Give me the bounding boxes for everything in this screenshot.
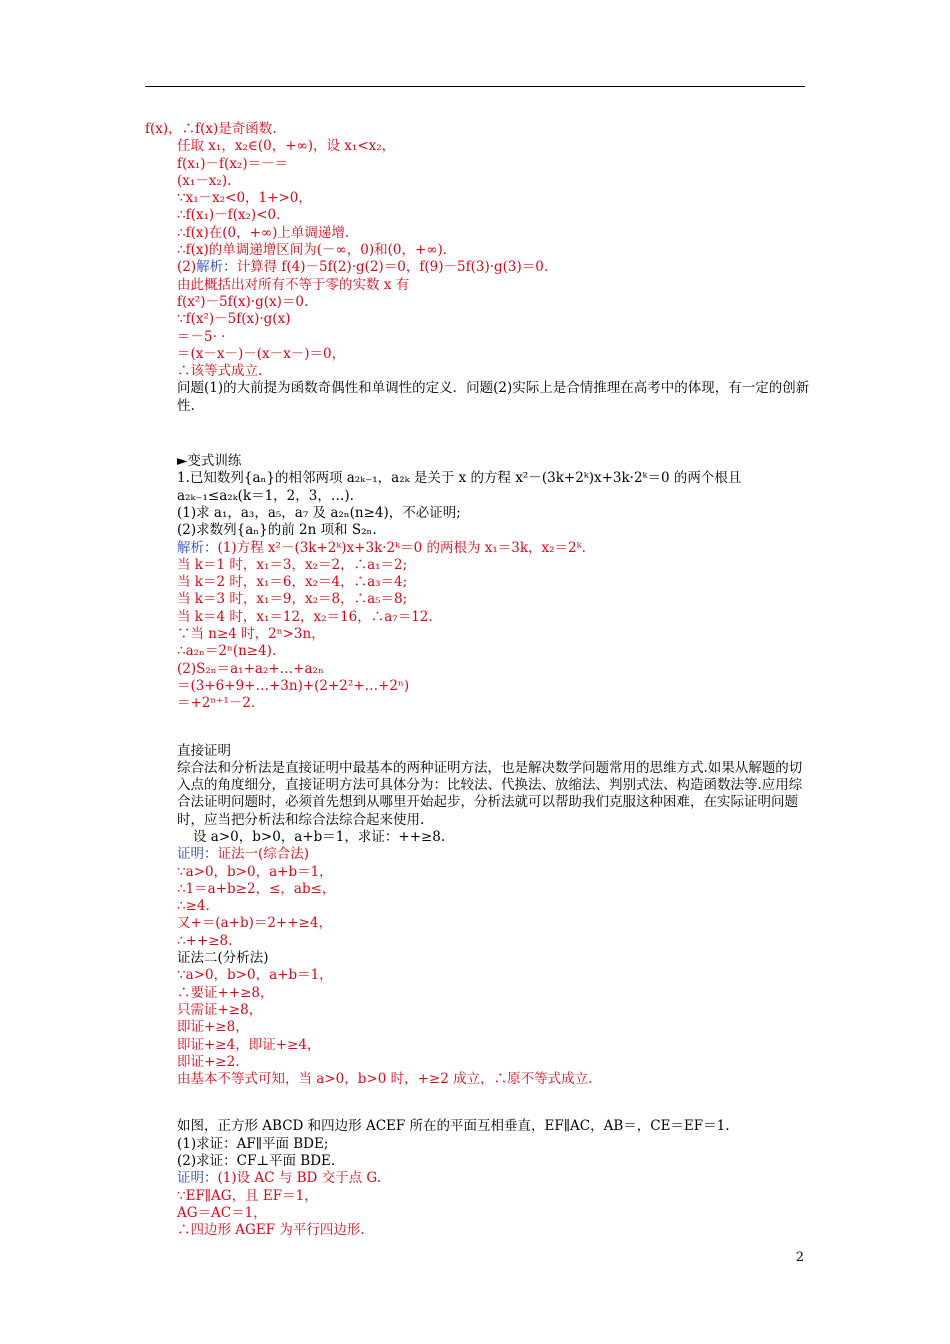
analysis-label: 解析： bbox=[177, 539, 218, 556]
text-line: 任取 x₁，x₂∈(0，+∞)，设 x₁<x₂， bbox=[177, 138, 396, 155]
text-line bbox=[145, 259, 810, 276]
intro-paragraph: 综合法和分析法是直接证明中最基本的两种证明方法，也是解决数学问题常用的思维方式.如果从解题的切入点的角度细分，直接证明方法可具体分为：比较法、代换法、放缩法、判别式法、构造函数法等.应用综合法证明问题时，必须首先想到从哪里开始起步，分析法就可以帮助我们克服这种困难，在实际证明问题时，应当把分析法和综合法综合起来使用. bbox=[177, 759, 803, 828]
text-line: ∴四边形 AGEF 为平行四边形. bbox=[177, 1222, 365, 1239]
text-line: ＝(3+6+9+…+3n)+(2+2²+…+2ⁿ) bbox=[177, 677, 410, 694]
text-line: ∴1＝a+b≥2，≤，ab≤， bbox=[177, 880, 336, 897]
text-line: 当 k＝2 时，x₁＝6，x₂＝4，∴a₃＝4; bbox=[177, 574, 408, 591]
section-heading: 直接证明 bbox=[177, 742, 231, 759]
section-odd-function bbox=[145, 121, 810, 415]
text-line: 即证+≥4，即证+≥4， bbox=[177, 1036, 321, 1053]
text-line: (2)求数列{aₙ}的前 2n 项和 S₂ₙ. bbox=[177, 522, 377, 539]
text-line: ∴≥4. bbox=[177, 898, 210, 915]
text-line: ∴该等式成立. bbox=[177, 363, 263, 380]
text-line: ∵当 n≥4 时，2ⁿ>3n， bbox=[177, 626, 325, 643]
text-line: ∵EF∥AG，且 EF＝1， bbox=[177, 1187, 318, 1204]
text-line: (2)S₂ₙ＝a₁+a₂+…+a₂ₙ bbox=[177, 660, 324, 677]
section-heading: ►变式训练 bbox=[177, 453, 242, 470]
text-line: ＝－5· · bbox=[177, 328, 226, 345]
text-line: ＝+2ⁿ⁺¹－2. bbox=[177, 695, 256, 712]
text-line bbox=[145, 1170, 810, 1187]
text-line: 证法二(分析法) bbox=[177, 950, 269, 967]
text-line: ∵x₁－x₂<0，1+>0， bbox=[177, 190, 312, 207]
problem-statement: 如图，正方形 ABCD 和四边形 ACEF 所在的平面互相垂直，EF∥AC，AB＝，CE＝EF＝1. bbox=[177, 1118, 730, 1135]
text-line: (x₁－x₂). bbox=[177, 172, 232, 189]
text-line: ∴a₂ₙ＝2ⁿ(n≥4). bbox=[177, 643, 277, 660]
proof-label: 证明： bbox=[177, 1170, 218, 1187]
text-line bbox=[145, 540, 810, 557]
text-line: ∴++≥8. bbox=[177, 932, 233, 949]
text-line: (1)求证：AF∥平面 BDE; bbox=[177, 1135, 329, 1152]
section-direct-proof bbox=[145, 743, 810, 1089]
part-label: (2) bbox=[177, 259, 197, 276]
text-line bbox=[145, 846, 810, 863]
text-line: ＝(x－x－)－(x－x－)＝0， bbox=[177, 345, 346, 362]
text-line: (2)求证：CF⊥平面 BDE. bbox=[177, 1153, 336, 1170]
text-line: 当 k＝1 时，x₁＝3，x₂＝2，∴a₁＝2; bbox=[177, 556, 408, 573]
text-line: (1)求 a₁，a₃，a₅，a₇ 及 a₂ₙ(n≥4)，不必证明; bbox=[177, 504, 461, 521]
text-line: ∵f(x²)－5f(x)·g(x) bbox=[177, 311, 291, 328]
page-content bbox=[145, 121, 810, 1240]
text-line: 即证+≥8， bbox=[177, 1019, 249, 1036]
page-number: 2 bbox=[795, 1250, 804, 1265]
text-line: 又+＝(a+b)＝2++≥4， bbox=[177, 915, 332, 932]
text-line: ∵a>0，b>0，a+b＝1， bbox=[177, 863, 333, 880]
problem-statement: 1.已知数列{aₙ}的相邻两项 a₂ₖ₋₁，a₂ₖ 是关于 x 的方程 x²－(3k+2ᵏ)x+3k·2ᵏ＝0 的两个根且 a₂ₖ₋₁≤a₂ₖ(k＝1，2，3，…). bbox=[177, 470, 742, 504]
proof-label: 证明： bbox=[177, 846, 218, 863]
text-line: AG＝AC＝1， bbox=[177, 1204, 267, 1221]
text-span: (1)设 AC 与 BD 交于点 G. bbox=[217, 1170, 381, 1187]
text-span: 证法一(综合法) bbox=[217, 846, 310, 863]
text-span: 计算得 f(4)－5f(2)·g(2)＝0，f(9)－5f(3)·g(3)＝0. bbox=[236, 259, 549, 276]
text-line: ∴f(x)的单调递增区间为(－∞，0)和(0，+∞). bbox=[177, 242, 448, 259]
text-line: 当 k＝3 时，x₁＝9，x₂＝8，∴a₅＝8; bbox=[177, 591, 408, 608]
text-span: (1)方程 x²－(3k+2ᵏ)x+3k·2ᵏ＝0 的两根为 x₁＝3k，x₂＝2ᵏ. bbox=[217, 539, 586, 556]
text-line: 由基本不等式可知，当 a>0，b>0 时，+≥2 成立，∴原不等式成立. bbox=[177, 1071, 593, 1088]
text-line: f(x²)－5f(x)·g(x)＝0. bbox=[177, 293, 309, 310]
commentary-paragraph: 问题(1)的大前提为函数奇偶性和单调性的定义．问题(2)实际上是合情推理在高考中的体现，有一定的创新性. bbox=[177, 380, 810, 414]
section-geometry bbox=[145, 1118, 810, 1239]
text-line: 由此概括出对所有不等于零的实数 x 有 bbox=[177, 276, 410, 293]
text-line: ∵a>0，b>0，a+b＝1， bbox=[177, 967, 333, 984]
analysis-label: 解析： bbox=[196, 259, 237, 276]
section-variant-training bbox=[145, 453, 810, 712]
text-line: ∴要证++≥8， bbox=[177, 984, 274, 1001]
text-line: 即证+≥2. bbox=[177, 1053, 240, 1070]
text-line: ∴f(x)在(0，+∞)上单调递增. bbox=[177, 224, 350, 241]
text-line: ∴f(x₁)－f(x₂)<0. bbox=[177, 207, 281, 224]
text-line: f(x₁)－f(x₂)＝－＝ bbox=[177, 155, 289, 172]
header-rule bbox=[145, 86, 805, 87]
text-line: 当 k＝4 时，x₁＝12，x₂＝16，∴a₇＝12. bbox=[177, 608, 433, 625]
text-line: 只需证+≥8， bbox=[177, 1001, 263, 1018]
text-line: f(x)，∴f(x)是奇函数. bbox=[145, 121, 277, 137]
problem-statement: 设 a>0，b>0，a+b＝1，求证：++≥8. bbox=[193, 828, 446, 845]
